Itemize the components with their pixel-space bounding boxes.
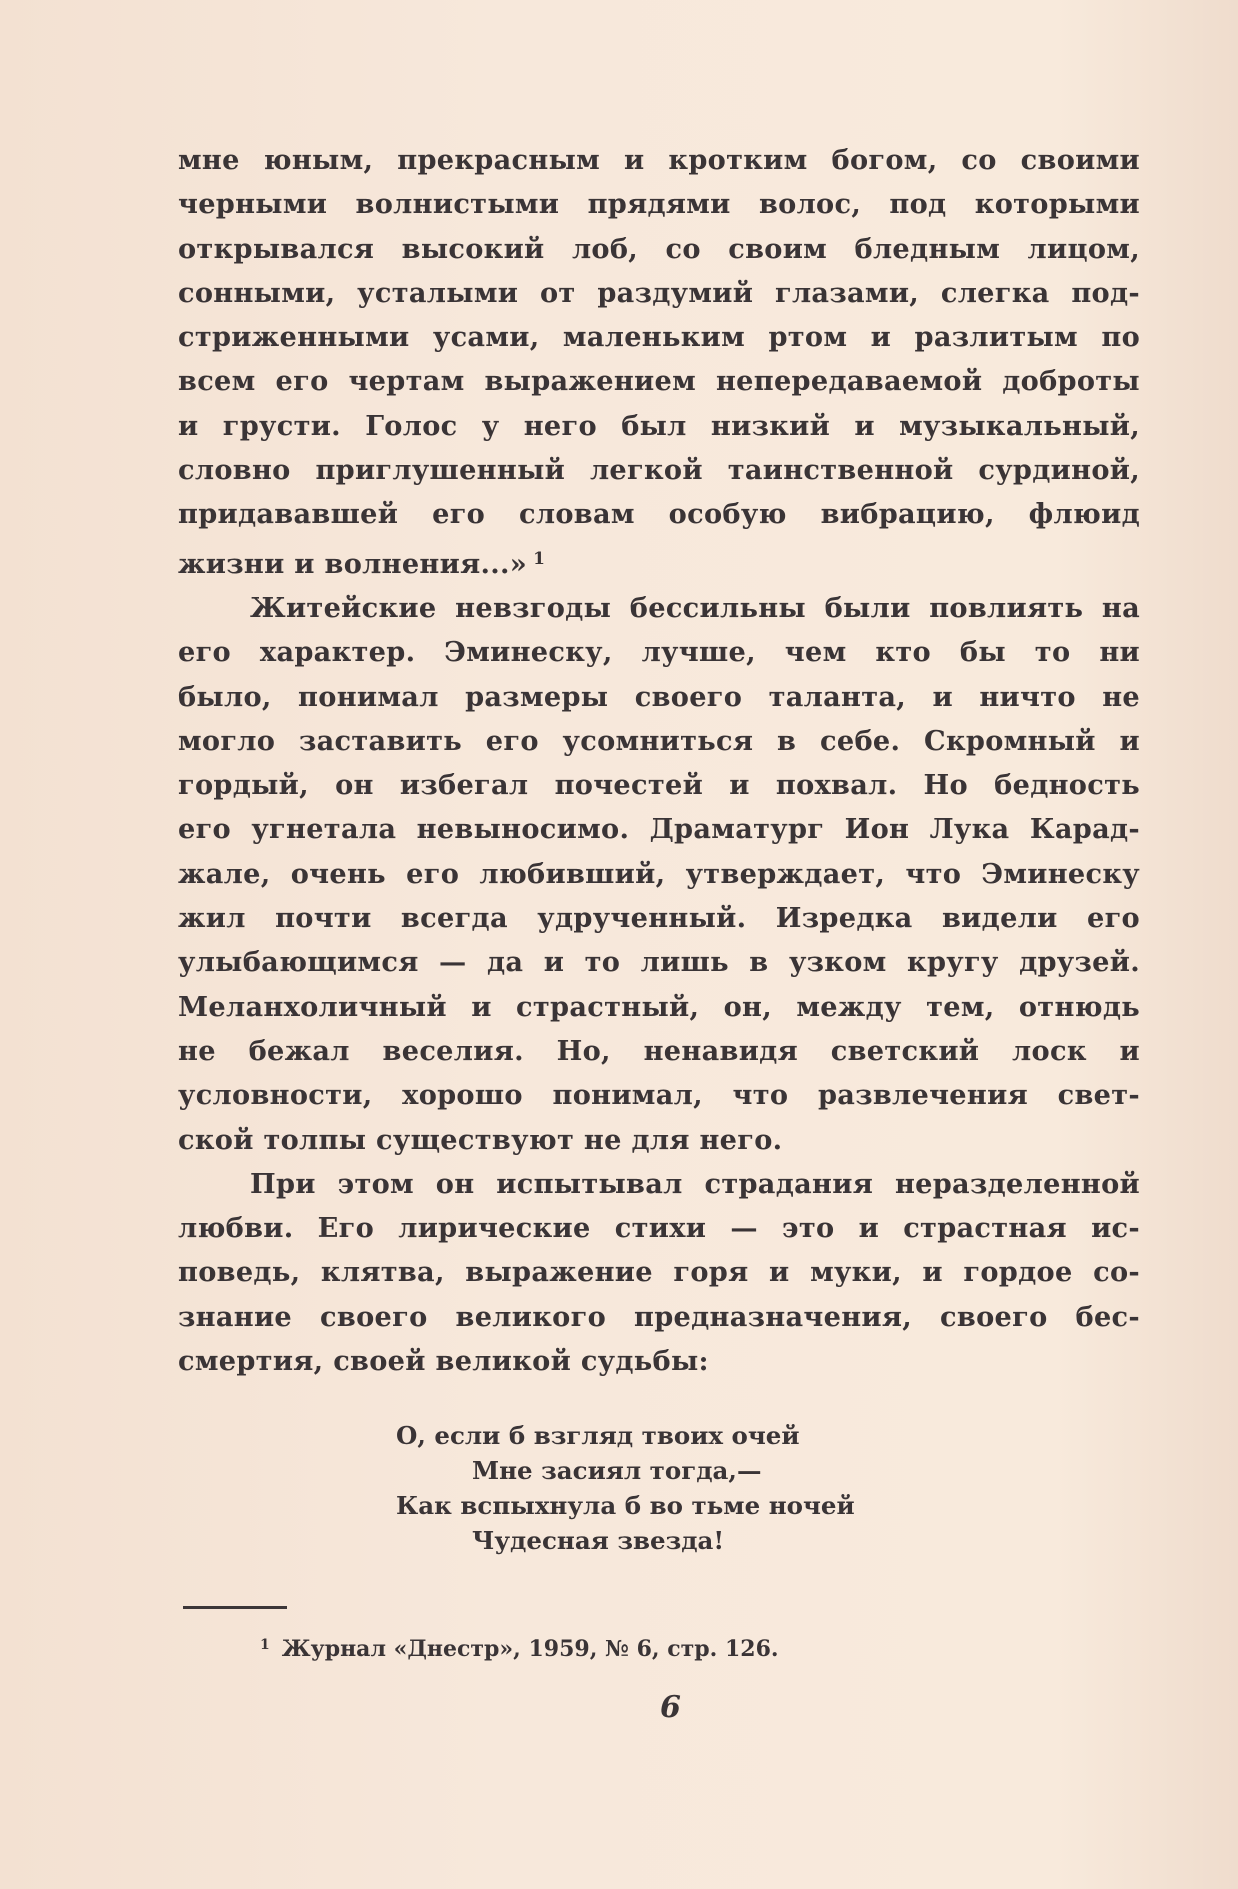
footnote-text: Журнал «Днестр», 1959, № 6, стр. 126. xyxy=(281,1636,779,1662)
text-line: гордый, он избегал почестей и похвал. Но бедность xyxy=(178,769,1140,802)
text-line: При этом он испытывал страдания неразделенной xyxy=(250,1167,1140,1200)
text-line: улыбающимся — да и то лишь в узком кругу друзей. xyxy=(178,946,1140,979)
text-line: условности, хорошо понимал, что развлечения свет- xyxy=(178,1079,1140,1112)
text-line: жил почти всегда удрученный. Изредка видели его xyxy=(178,902,1140,935)
text-line: любви. Его лирические стихи — это и страстная ис- xyxy=(178,1212,1140,1245)
main-text xyxy=(178,138,1140,1383)
text-line: поведь, клятва, выражение горя и муки, и гордое со- xyxy=(178,1256,1140,1289)
poem-line: Мне засиял тогда,— xyxy=(472,1456,762,1485)
text-line: черными волнистыми прядями волос, под которыми xyxy=(178,188,1140,221)
text-line: и грусти. Голос у него был низкий и музыкальный, xyxy=(178,409,1140,442)
text-line: придававшей его словам особую вибрацию, флюид xyxy=(178,498,1140,531)
text-line: было, понимал размеры своего таланта, и ничто не xyxy=(178,680,1140,713)
paragraph-1 xyxy=(178,138,1140,586)
poem-line: О, если б взгляд твоих очей xyxy=(396,1421,800,1450)
text-line: знание своего великого предназначения, своего бес- xyxy=(178,1300,1140,1333)
footnote-reference: 1 xyxy=(533,548,546,569)
text-line: смертия, своей великой судьбы: xyxy=(178,1345,709,1378)
footnote-mark: 1 xyxy=(260,1637,270,1653)
text-line: сонными, усталыми от раздумий глазами, слегка под- xyxy=(178,276,1140,309)
paragraph-2 xyxy=(178,586,1140,1162)
footnote xyxy=(260,1630,779,1664)
text-line: жале, очень его любивший, утверждает, что Эминеску xyxy=(178,857,1140,890)
poem-quote xyxy=(396,1418,855,1558)
text-line: его характер. Эминеску, лучше, чем кто бы то ни xyxy=(178,636,1140,669)
text-line: могло заставить его усомниться в себе. Скромный и xyxy=(178,724,1140,757)
text-line: не бежал веселия. Но, ненавидя светский лоск и xyxy=(178,1034,1140,1067)
text-line-with-footnote xyxy=(178,537,1140,586)
paragraph-3 xyxy=(178,1162,1140,1383)
text-line: Меланхоличный и страстный, он, между тем, отнюдь xyxy=(178,990,1140,1023)
text-line: мне юным, прекрасным и кротким богом, со своими xyxy=(178,144,1140,176)
text-line: открывался высокий лоб, со своим бледным лицом, xyxy=(178,232,1140,265)
text-line: ской толпы существуют не для него. xyxy=(178,1123,783,1156)
poem-line: Как вспыхнула б во тьме ночей xyxy=(396,1491,855,1520)
text-line: Житейские невзгоды бессильны были повлиять на xyxy=(250,591,1140,624)
text-line: всем его чертам выражением непередаваемой доброты xyxy=(178,365,1140,398)
text-line: словно приглушенный легкой таинственной сурдиной, xyxy=(178,454,1140,487)
text-line: его угнетала невыносимо. Драматург Ион Лука Карад- xyxy=(178,813,1140,846)
text-line: стриженными усами, маленьким ртом и разлитым по xyxy=(178,321,1140,354)
text-line: жизни и волнения...» xyxy=(178,547,528,580)
page-number: 6 xyxy=(660,1690,681,1725)
poem-line: Чудесная звезда! xyxy=(472,1526,725,1555)
footnote-divider xyxy=(183,1606,287,1609)
